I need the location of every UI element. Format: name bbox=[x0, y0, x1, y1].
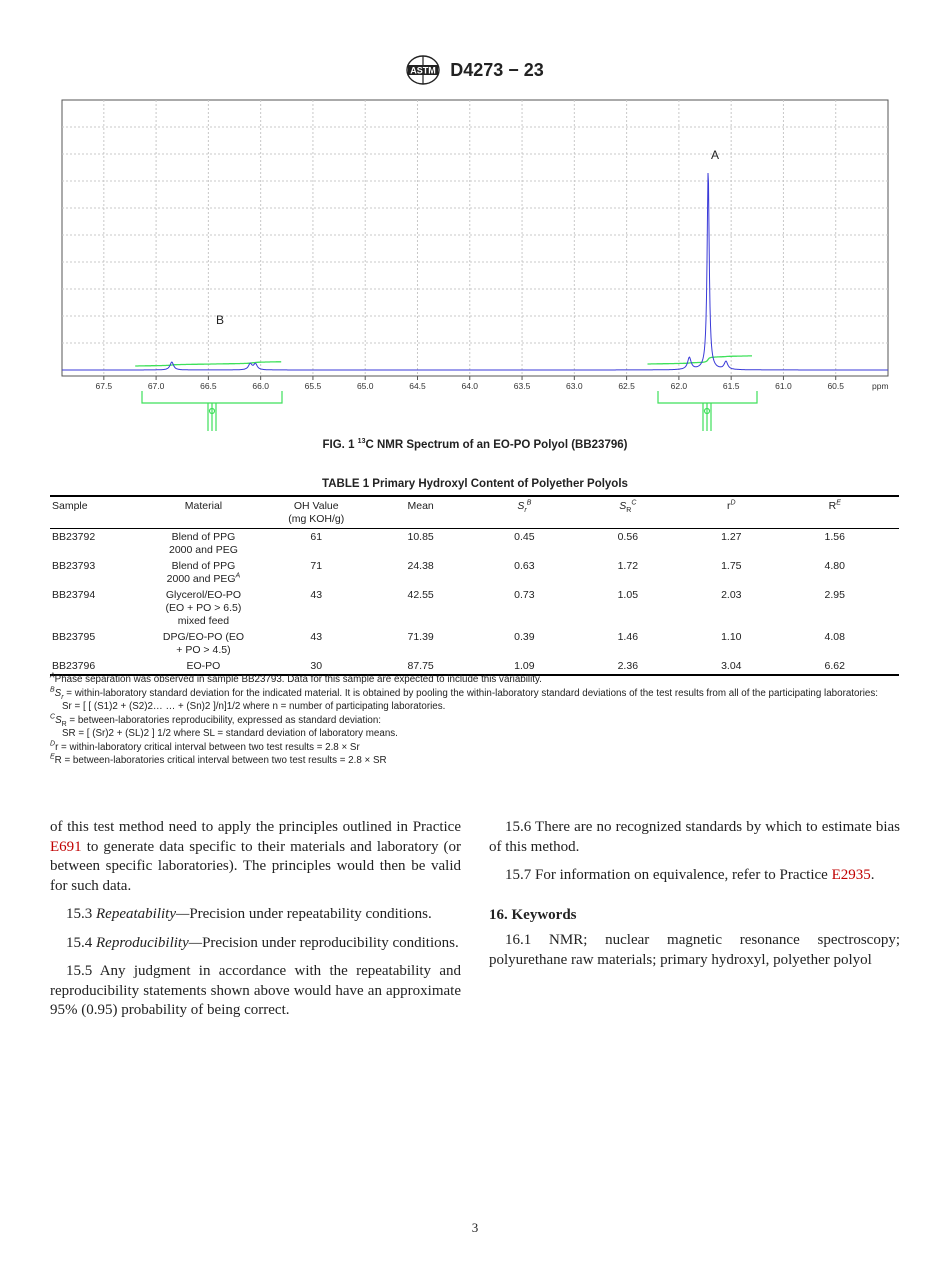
table-row bbox=[50, 587, 899, 629]
paragraph-15-2-cont: of this test method need to apply the principles outlined in Practice E691 to generate data specific to their materials and laboratory (or between specific laboratories). The principles would then be valid for such data. bbox=[50, 819, 461, 894]
ref-link-e2935[interactable]: E2935 bbox=[831, 867, 871, 883]
x-tick-label: 66.5 bbox=[200, 381, 217, 391]
table-row bbox=[50, 558, 899, 587]
cell-sR: 1.05 bbox=[617, 589, 639, 601]
figure-caption: FIG. 1 $^{13}$C NMR Spectrum of an EO-PO Polyol (BB23796) bbox=[322, 438, 628, 451]
cell-mean: 42.55 bbox=[407, 589, 434, 601]
footnote-d: $^D$r = within-laboratory critical interval between two test results = 2.8 × Sr bbox=[50, 740, 360, 753]
cell-R: 4.08 bbox=[824, 631, 845, 643]
paragraph-16-1: 16.1 NMR; nuclear magnetic resonance spectroscopy; polyurethane raw materials; primary hydroxyl, polyether polyol bbox=[489, 932, 900, 968]
cell-mean: 24.38 bbox=[407, 560, 434, 572]
page-number: 3 bbox=[471, 1220, 479, 1235]
cell-sr: 0.73 bbox=[514, 589, 535, 601]
bracket-b bbox=[142, 391, 282, 431]
x-tick-label: 67.0 bbox=[147, 381, 165, 391]
cell-sr: 0.39 bbox=[514, 631, 535, 643]
cell-material: DPG/EO-PO (EO + PO > 4.5) bbox=[162, 631, 244, 656]
x-tick-label: 63.5 bbox=[513, 381, 531, 391]
cell-material: Glycerol/EO-PO (EO + PO > 6.5) mixed feed bbox=[165, 589, 242, 627]
cell-sample: BB23794 bbox=[52, 589, 96, 601]
x-tick-label: 61.5 bbox=[722, 381, 740, 391]
x-tick-label: 66.0 bbox=[252, 381, 269, 391]
cell-oh: 71 bbox=[310, 560, 323, 572]
footnote-a: $^A$Phase separation was observed in sample BB23793. Data for this sample are expected to include this variability. bbox=[50, 672, 542, 685]
cell-r: 2.03 bbox=[721, 589, 742, 601]
footnote-c: $^CS_R$ = between-laboratories reproducibility, expressed as standard deviation: bbox=[50, 713, 381, 728]
right-text-column bbox=[489, 818, 900, 979]
cell-sample: BB23795 bbox=[52, 631, 96, 643]
col-header-sr: $S_r^B$ bbox=[485, 496, 564, 529]
col-header-sR: $S_R^C$ bbox=[564, 496, 692, 529]
cell-sr: 0.63 bbox=[514, 560, 535, 572]
bracket-a bbox=[658, 391, 757, 431]
cell-material: Blend of PPG 2000 and PEG bbox=[169, 531, 238, 556]
cell-sample: BB23792 bbox=[52, 531, 96, 543]
x-axis-ticks bbox=[96, 376, 845, 391]
plot-frame bbox=[62, 100, 888, 376]
footnote-b: $^BS_r$ = within-laboratory standard deviation for the indicated material. It is obtained by pooling the within-laboratory standard deviations of the test results from all of the participating laboratories: bbox=[50, 686, 878, 701]
x-tick-label: 62.5 bbox=[618, 381, 635, 391]
hydroxyl-content-table bbox=[50, 495, 899, 676]
cell-sR: 2.36 bbox=[564, 658, 692, 675]
table-header-row bbox=[50, 496, 899, 529]
footnote-b-formula: Sr = [ [ (S1)2 + (S2)2… … + (Sn)2 ]/n]1/2 where n = number of participating laboratories. bbox=[62, 701, 446, 712]
table-row bbox=[50, 629, 899, 658]
paragraph-15-5: 15.5 Any judgment in accordance with the repeatability and reproducibility statements shown above would have an approximate 95% (0.95) probability of being correct. bbox=[50, 963, 461, 1018]
peak-label-a: A bbox=[711, 148, 720, 162]
col-header-mean: Mean bbox=[356, 496, 485, 529]
astm-logo-icon bbox=[406, 55, 440, 85]
cell-sample: BB23796 bbox=[50, 658, 131, 675]
svg-text:ASTM: ASTM bbox=[410, 65, 436, 76]
nmr-spectrum-chart bbox=[60, 98, 890, 438]
col-header-oh-value: OH Value (mg KOH/g) bbox=[276, 496, 356, 529]
cell-R: 6.62 bbox=[771, 658, 899, 675]
table-footnotes bbox=[50, 673, 902, 768]
col-header-sample: Sample bbox=[50, 496, 131, 529]
cell-sR: 0.56 bbox=[617, 531, 639, 543]
x-tick-label: 65.0 bbox=[356, 381, 374, 391]
x-tick-label: 60.5 bbox=[827, 381, 844, 391]
cell-r: 1.10 bbox=[721, 631, 742, 643]
cell-oh: 61 bbox=[310, 531, 323, 543]
paragraph-15-6: 15.6 There are no recognized standards by which to estimate bias of this method. bbox=[489, 819, 900, 855]
cell-r: 1.75 bbox=[721, 560, 742, 572]
cell-r: 1.27 bbox=[721, 531, 742, 543]
left-text-column bbox=[50, 818, 461, 1030]
ref-link-e691[interactable]: E691 bbox=[50, 838, 82, 855]
x-axis-unit: ppm bbox=[872, 381, 889, 391]
cell-mean: 10.85 bbox=[407, 531, 434, 543]
cell-R: 1.56 bbox=[824, 531, 845, 543]
paragraph-15-4: 15.4 Reproducibility—Precision under reproducibility conditions. bbox=[66, 934, 459, 951]
standard-designation: D4273 − 23 bbox=[450, 59, 544, 80]
paragraph-15-7: 15.7 For information on equivalence, refer to Practice E2935. bbox=[505, 867, 875, 883]
x-tick-label: 65.5 bbox=[304, 381, 322, 391]
cell-oh: 43 bbox=[310, 631, 323, 643]
footnote-c-formula: SR = [ (Sr)2 + (SL)2 ] 1/2 where SL = standard deviation of laboratory means. bbox=[62, 728, 398, 739]
x-tick-label: 63.0 bbox=[566, 381, 583, 391]
cell-sR: 1.46 bbox=[617, 631, 639, 643]
cell-sr: 1.09 bbox=[485, 658, 564, 675]
col-header-R: $R^E$ bbox=[771, 496, 899, 529]
table-row bbox=[50, 529, 899, 559]
col-header-r: $r^D$ bbox=[692, 496, 771, 529]
cell-r: 3.04 bbox=[692, 658, 771, 675]
table-title: TABLE 1 Primary Hydroxyl Content of Polyether Polyols bbox=[322, 478, 628, 490]
col-header-material: Material bbox=[131, 496, 277, 529]
cell-mean: 87.75 bbox=[356, 658, 485, 675]
peak-label-b: B bbox=[216, 313, 225, 327]
cell-material: EO-PO bbox=[131, 658, 277, 675]
cell-sample: BB23793 bbox=[52, 560, 96, 572]
cell-sr: 0.45 bbox=[514, 531, 535, 543]
x-tick-label: 62.0 bbox=[670, 381, 688, 391]
cell-oh: 30 bbox=[276, 658, 356, 675]
cell-material: Blend of PPG 2000 and $PEG^A$ bbox=[166, 560, 241, 585]
cell-oh: 43 bbox=[310, 589, 323, 601]
x-tick-label: 61.0 bbox=[775, 381, 792, 391]
cell-R: 4.80 bbox=[824, 560, 845, 572]
cell-R: 2.95 bbox=[824, 589, 845, 601]
cell-mean: 71.39 bbox=[407, 631, 434, 643]
footnote-e: $^E$R = between-laboratories critical interval between two test results = 2.8 × SR bbox=[50, 753, 387, 766]
x-tick-label: 64.5 bbox=[409, 381, 426, 391]
cell-sR: 1.72 bbox=[617, 560, 639, 572]
page-header bbox=[0, 55, 950, 85]
section-heading-keywords: 16. Keywords bbox=[489, 906, 577, 923]
x-tick-label: 67.5 bbox=[95, 381, 113, 391]
x-tick-label: 64.0 bbox=[461, 381, 479, 391]
paragraph-15-3: 15.3 Repeatability—Precision under repeatability conditions. bbox=[66, 906, 432, 922]
